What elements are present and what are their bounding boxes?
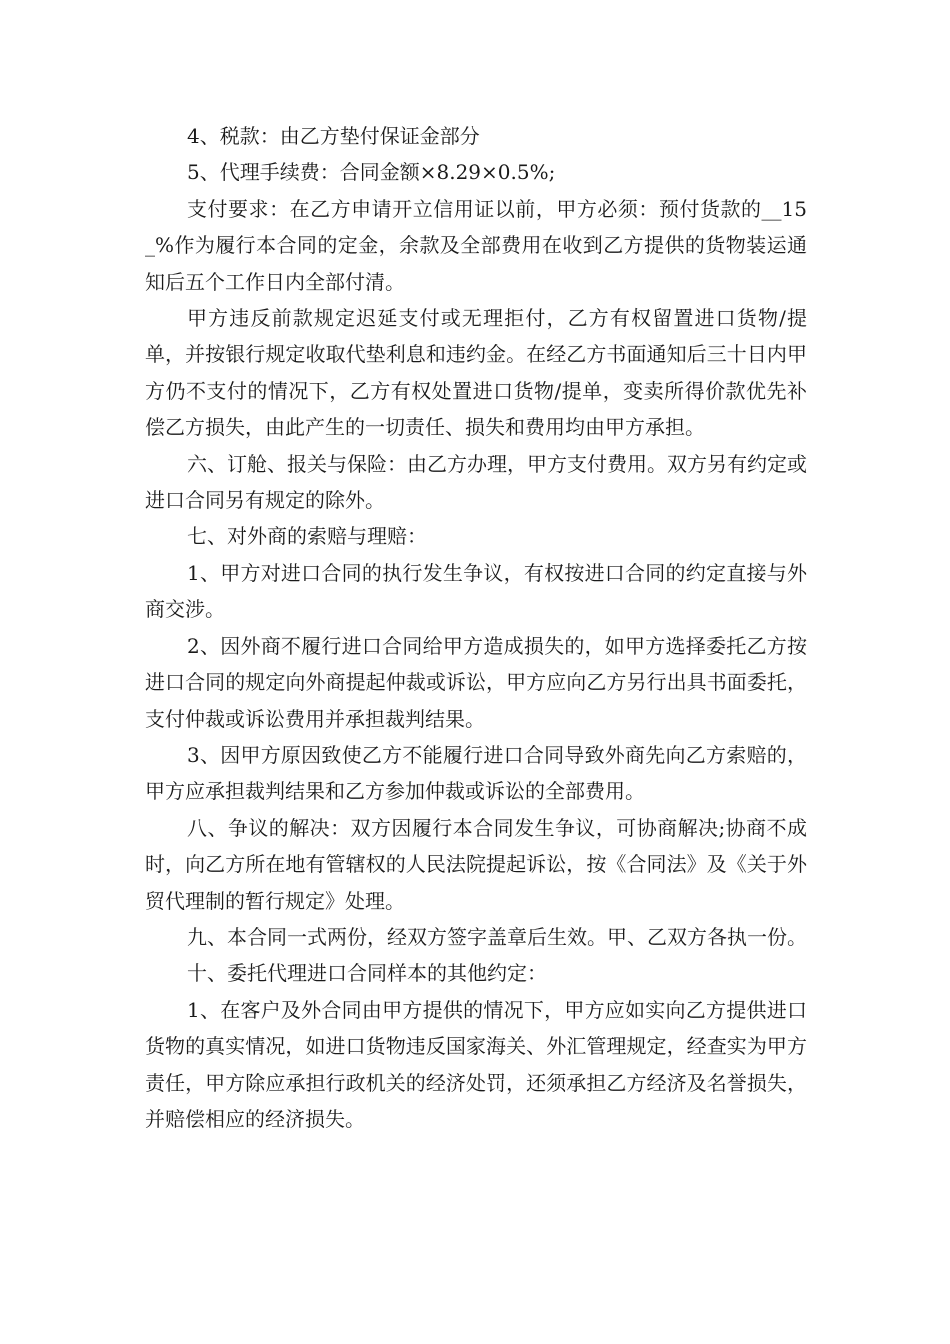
paragraph-agency-fee: 5、代理手续费：合同金额×8.29×0.5%;: [187, 160, 556, 185]
paragraph-section-eight: 八、争议的解决：双方因履行本合同发生争议，可协商解决;协商不成时，向乙方所在地有管辖权的人民法院提起诉讼，按《合同法》及《关于外贸代理制的暂行规定》处理。: [145, 815, 807, 913]
paragraph-claim-item-3: 3、因甲方原因致使乙方不能履行进口合同导致外商先向乙方索赔的，甲方应承担裁判结果和乙方参加仲裁或诉讼的全部费用。: [145, 742, 807, 804]
paragraph-other-item-1: 1、在客户及外合同由甲方提供的情况下，甲方应如实向乙方提供进口货物的真实情况，如进口货物违反国家海关、外汇管理规定，经查实为甲方责任，甲方除应承担行政机关的经济处罚，还须承担乙方经济及名誉损失，并赔偿相应的经济损失。: [145, 997, 807, 1131]
paragraph-late-payment: 甲方违反前款规定迟延支付或无理拒付，乙方有权留置进口货物/提单，并按银行规定收取代垫利息和违约金。在经乙方书面通知后三十日内甲方仍不支付的情况下，乙方有权处置进口货物/提单，变卖所得价款优先补偿乙方损失，由此产生的一切责任、损失和费用均由甲方承担。: [145, 306, 807, 440]
paragraph-section-ten-heading: 十、委托代理进口合同样本的其他约定：: [187, 961, 547, 986]
paragraph-section-seven-heading: 七、对外商的索赔与理赔：: [187, 524, 427, 549]
paragraph-claim-item-1: 1、甲方对进口合同的执行发生争议，有权按进口合同的约定直接与外商交涉。: [145, 560, 807, 622]
paragraph-section-six: 六、订舱、报关与保险：由乙方办理，甲方支付费用。双方另有约定或进口合同另有规定的除外。: [145, 451, 807, 513]
paragraph-tax: 4、税款：由乙方垫付保证金部分: [187, 124, 480, 148]
paragraph-claim-item-2: 2、因外商不履行进口合同给甲方造成损失的，如甲方选择委托乙方按进口合同的规定向外商提起仲裁或诉讼，甲方应向乙方另行出具书面委托，支付仲裁或诉讼费用并承担裁判结果。: [145, 633, 807, 731]
paragraph-section-nine: 九、本合同一式两份，经双方签字盖章后生效。甲、乙双方各执一份。: [187, 924, 807, 949]
document-page: [145, 118, 807, 1137]
paragraph-payment-requirement: 支付要求：在乙方申请开立信用证以前，甲方必须：预付货款的__15_%作为履行本合同的定金，余款及全部费用在收到乙方提供的货物装运通知后五个工作日内全部付清。: [145, 196, 807, 294]
